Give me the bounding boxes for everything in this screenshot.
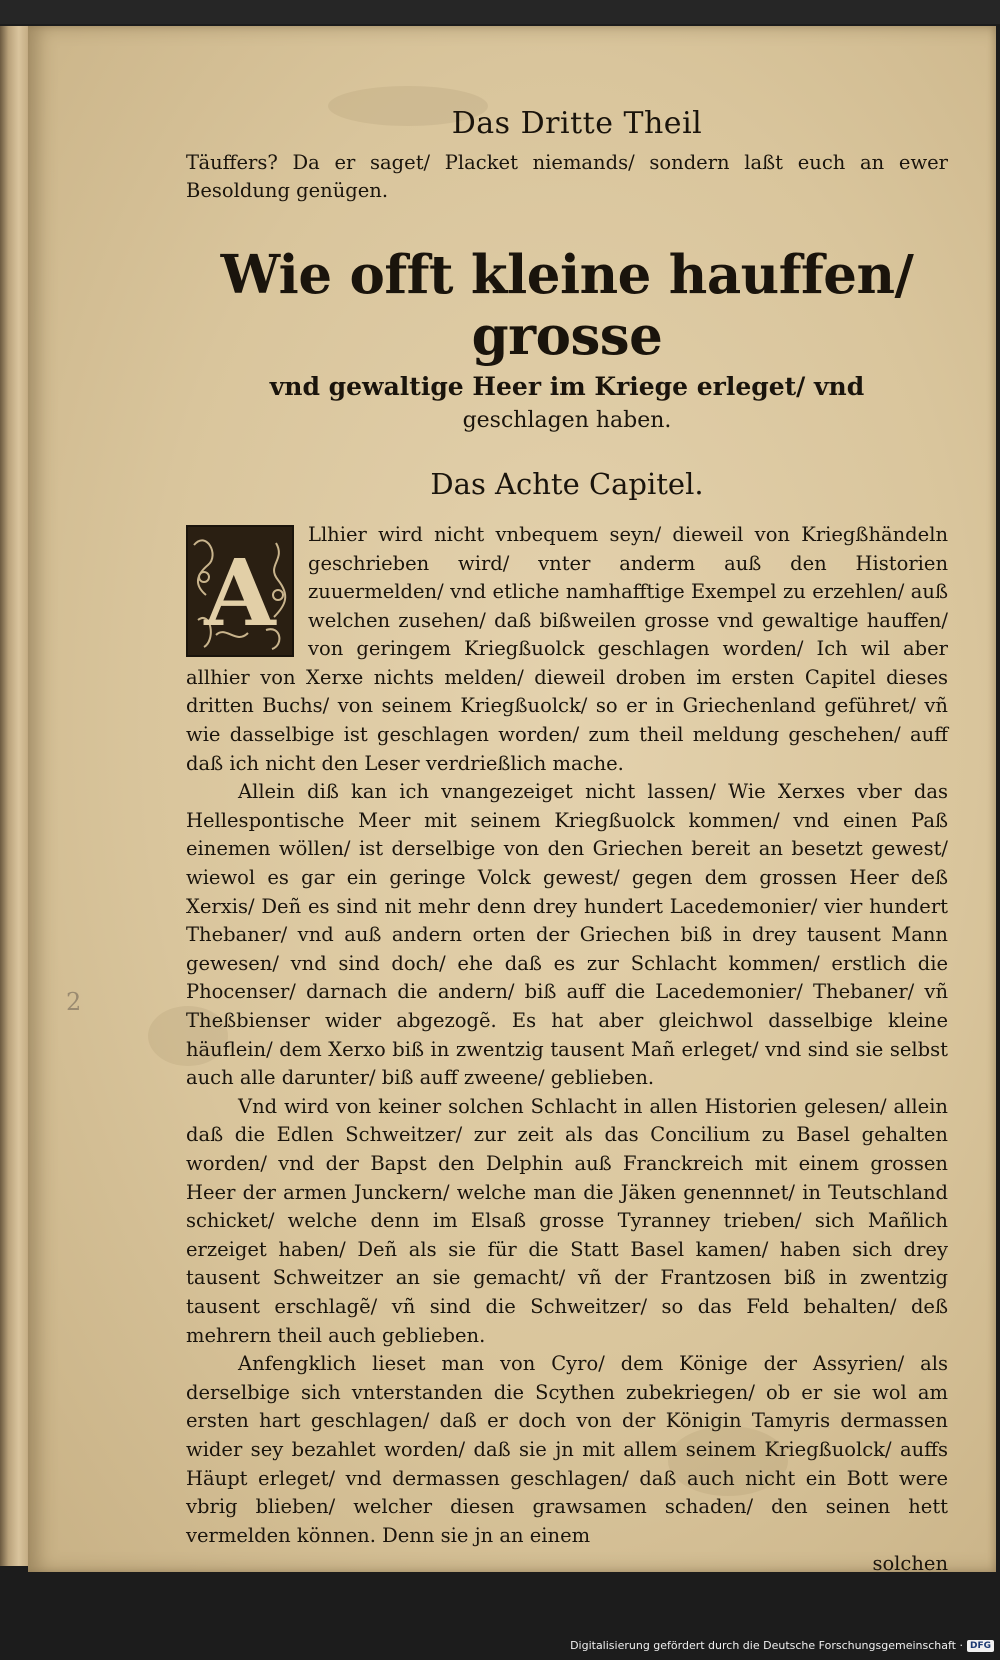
continuation-text: Täuffers? Da er saget/ Placket niemands/ sondern laßt euch an ewer Besoldung genügen.	[186, 151, 948, 202]
dfg-logo: DFG	[967, 1640, 994, 1652]
chapter-heading	[186, 245, 948, 433]
title-line-2: vnd gewaltige Heer im Kriege erleget/ vnd	[269, 371, 865, 401]
paragraph-4: Anfengklich lieset man von Cyro/ dem Könige der Assyrien/ als derselbige sich vnterstanden die Scythen zubekriegen/ ob er sie wol am ersten hart geschlagen/ daß er doch von der Königin Tamyris dermassen wider sey bezahlet worden/ daß sie jn mit allem seinem Kriegßuolck/ auffs Häupt erleget/ vnd dermassen geschlagen/ daß auch nicht ein Bott were vbrig blieben/ welcher diesen grawsamen schaden/ den seinen hett vermelden können. Denn sie jn an einem	[186, 1352, 948, 1547]
title-line-3: geschlagen haben.	[462, 407, 672, 433]
catchword: solchen	[872, 1552, 948, 1576]
svg-text:A: A	[204, 538, 276, 647]
paragraph-2: Allein diß kan ich vnangezeiget nicht lassen/ Wie Xerxes vber das Hellespontische Meer mit seinem Kriegßuolck kommen/ vnd einen Paß einemen wöllen/ ist derselbige von den Griechen bereit an besetzt gewest/ wiewol es gar ein geringe Volck gewest/ gegen dem grossen Heer deß Xerxis/ Deñ es sind nit mehr denn drey hundert Lacedemonier/ vier hundert Thebaner/ vnd auß andern orten der Griechen biß in drey tausent Mann gewesen/ vnd sind doch/ ehe daß es zur Schlacht kommen/ erstlich die Phocenser/ darnach die andern/ biß auff die Lacedemonier/ Thebaner/ vñ Theßbienser wider abgezogẽ. Es hat aber gleichwol dasselbige kleine häuflein/ dem Xerxo biß in zwentzig tausent Mañ erleget/ vnd sind sie selbst auch alle darunter/ biß auff zweene/ geblieben.	[186, 780, 948, 1090]
title-line-1: Wie offt kleine hauffen/ grosse	[220, 244, 914, 367]
paragraph-3: Vnd wird von keiner solchen Schlacht in allen Historien gelesen/ allein daß die Edlen Schweitzer/ zur zeit als das Concilium zu Basel gehalten worden/ vnd der Bapst den Delphin auß Franckreich mit einem grossen Heer der armen Junckern/ welche man die Jäken genennnet/ in Teutschland schicket/ welche denn im Elsaß grosse Tyranney trieben/ sich Mañlich erzeiget haben/ Deñ als sie für die Statt Basel kamen/ haben sich drey tausent Schweitzer an sie gemacht/ vñ der Frantzosen biß in zwentzig tausent erschlagẽ/ vñ sind die Schweitzer/ so das Feld behalten/ deß mehrern theil auch geblieben.	[186, 1094, 948, 1347]
ornamental-initial	[186, 525, 294, 657]
running-head: Das Dritte Theil	[451, 106, 703, 141]
body-text	[186, 521, 948, 1550]
paragraph-1: Llhier wird nicht vnbequem seyn/ dieweil von Kriegßhändeln geschrieben wird/ vnter anderm auß den Historien zuuermelden/ vnd etliche namhafftige Exempel zu erzehlen/ auß welchen zusehen/ daß bißweilen grosse vnd gewaltige hauffen/ von geringem Kriegßuolck geschlagen worden/ Ich wil aber allhier von Xerxe nichts melden/ dieweil droben im ersten Capitel dieses dritten Buchs/ von seinem Kriegßuolck/ so er in Griechenland geführet/ vñ wie dasselbige ist geschlagen worden/ zum theil meldung geschehen/ auff daß ich nicht den Leser verdrießlich mache.	[186, 522, 948, 775]
ornamental-initial-icon	[186, 525, 294, 657]
top-strip	[0, 0, 1000, 24]
digitization-credit	[570, 1639, 994, 1652]
margin-mark: 2	[66, 988, 82, 1016]
page-text-block	[186, 106, 948, 1575]
chapter-label: Das Achte Capitel.	[430, 466, 704, 501]
credit-text: Digitalisierung gefördert durch die Deutsche Forschungsgemeinschaft ·	[570, 1639, 963, 1652]
book-page	[28, 26, 996, 1576]
